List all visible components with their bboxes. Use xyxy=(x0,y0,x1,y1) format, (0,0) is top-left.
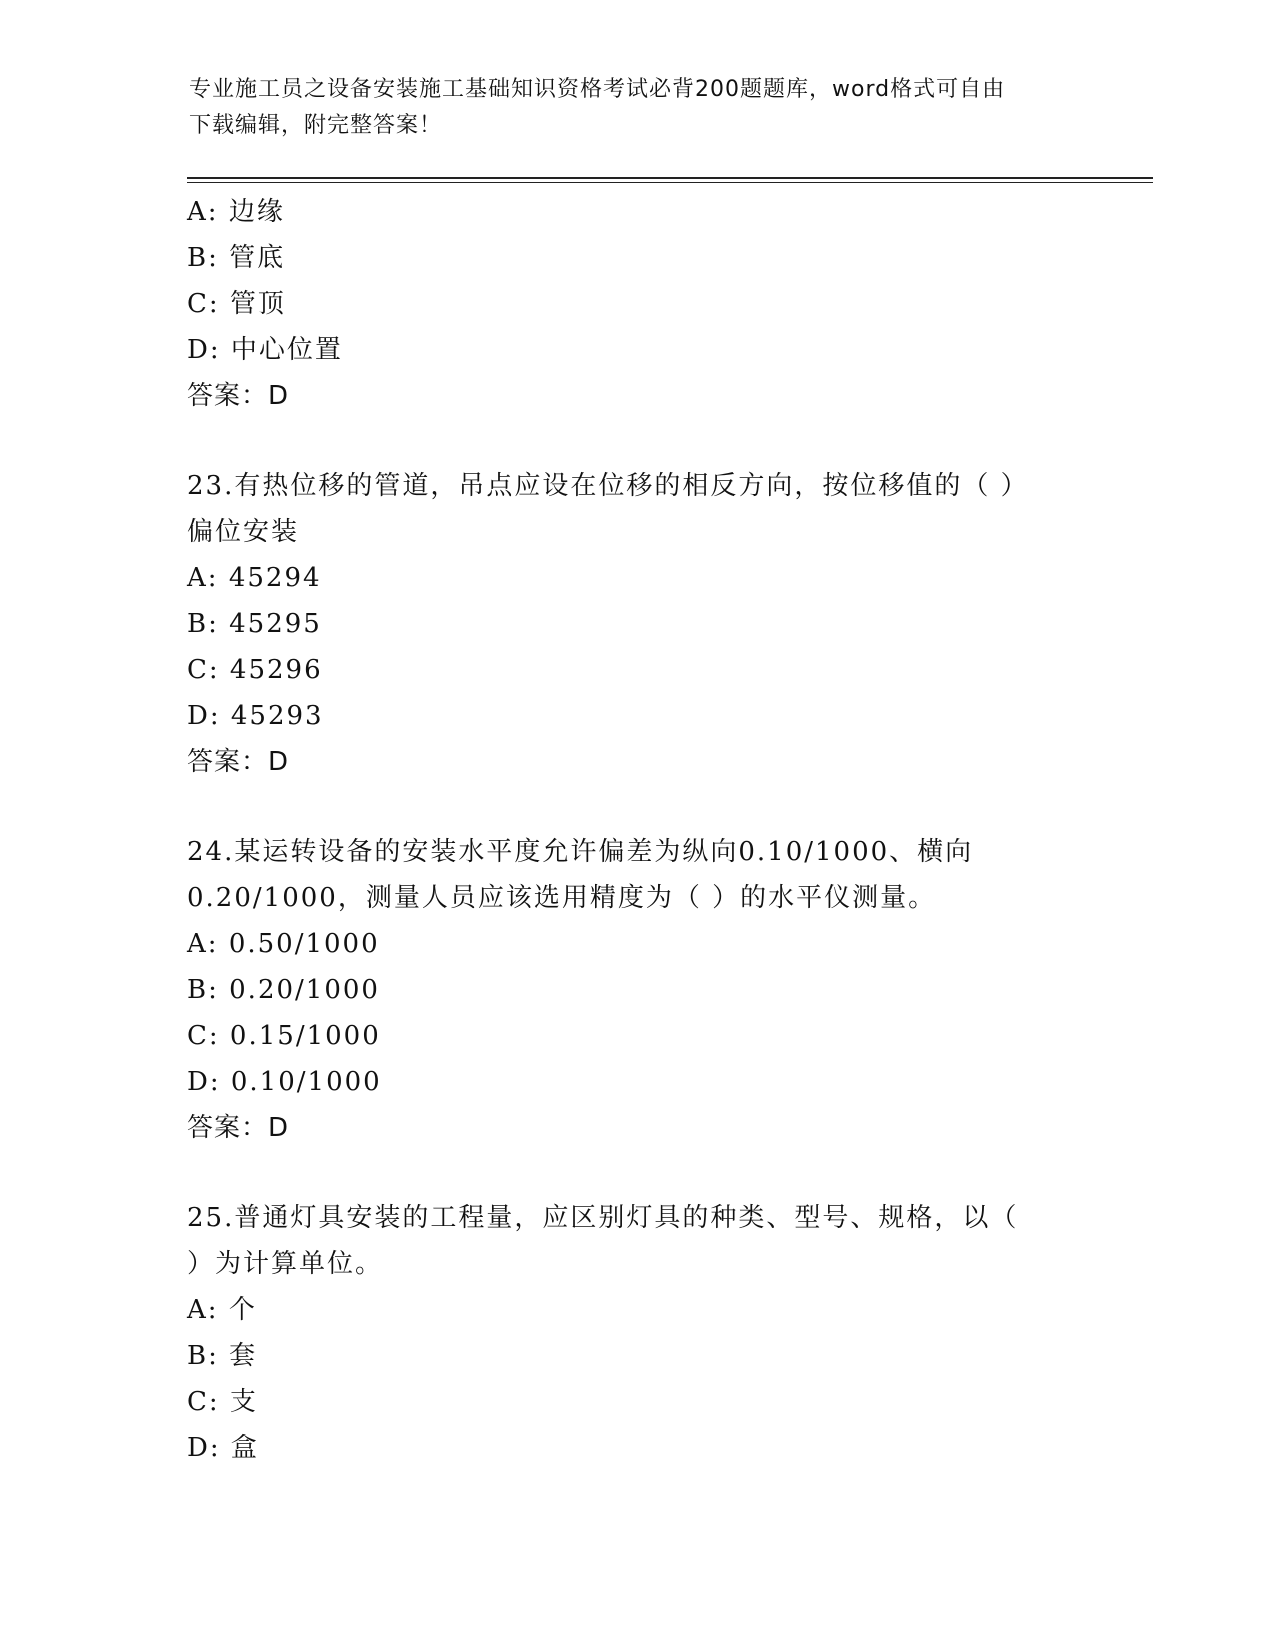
answer-line: 答案：D xyxy=(187,381,290,411)
header-divider-thin xyxy=(187,182,1153,183)
option-c: C: 45296 xyxy=(187,655,323,685)
option-b: B: 管底 xyxy=(187,243,286,273)
question-25 xyxy=(187,1195,1067,1471)
option-b: B: 套 xyxy=(187,1341,258,1371)
option-b: B: 0.20/1000 xyxy=(187,975,380,1005)
option-d: D: 中心位置 xyxy=(187,335,343,365)
option-c: C: 0.15/1000 xyxy=(187,1021,381,1051)
question-stem-line: 23.有热位移的管道，吊点应设在位移的相反方向，按位移值的（ ） xyxy=(187,471,1029,501)
question-stem-line: ）为计算单位。 xyxy=(187,1249,384,1279)
option-c: C: 支 xyxy=(187,1387,258,1417)
answer-line: 答案：D xyxy=(187,1113,290,1143)
option-d: D: 盒 xyxy=(187,1433,259,1463)
option-d: D: 45293 xyxy=(187,701,324,731)
question-23 xyxy=(187,463,1067,785)
header-title-line-1: 专业施工员之设备安装施工基础知识资格考试必背200题题库，word格式可自由 xyxy=(189,77,1006,102)
option-b: B: 45295 xyxy=(187,609,322,639)
question-stem-line: 24.某运转设备的安装水平度允许偏差为纵向0.10/1000、横向 xyxy=(187,837,974,867)
option-c: C: 管顶 xyxy=(187,289,286,319)
header-title-line-2: 下载编辑，附完整答案！ xyxy=(189,113,443,138)
document-header xyxy=(189,72,1069,144)
header-divider xyxy=(187,177,1153,179)
question-stem-line: 0.20/1000，测量人员应该选用精度为（ ）的水平仪测量。 xyxy=(187,883,937,913)
question-24 xyxy=(187,829,1067,1151)
question-stem-line: 偏位安装 xyxy=(187,517,300,547)
option-a: A: 0.50/1000 xyxy=(187,929,380,959)
option-a: A: 45294 xyxy=(187,563,322,593)
option-a: A: 个 xyxy=(187,1295,257,1325)
question-22-continued xyxy=(187,189,1067,419)
option-a: A: 边缘 xyxy=(187,197,285,227)
question-list xyxy=(187,189,1067,1471)
question-stem-line: 25.普通灯具安装的工程量，应区别灯具的种类、型号、规格，以（ xyxy=(187,1203,1019,1233)
answer-line: 答案：D xyxy=(187,747,290,777)
option-d: D: 0.10/1000 xyxy=(187,1067,382,1097)
